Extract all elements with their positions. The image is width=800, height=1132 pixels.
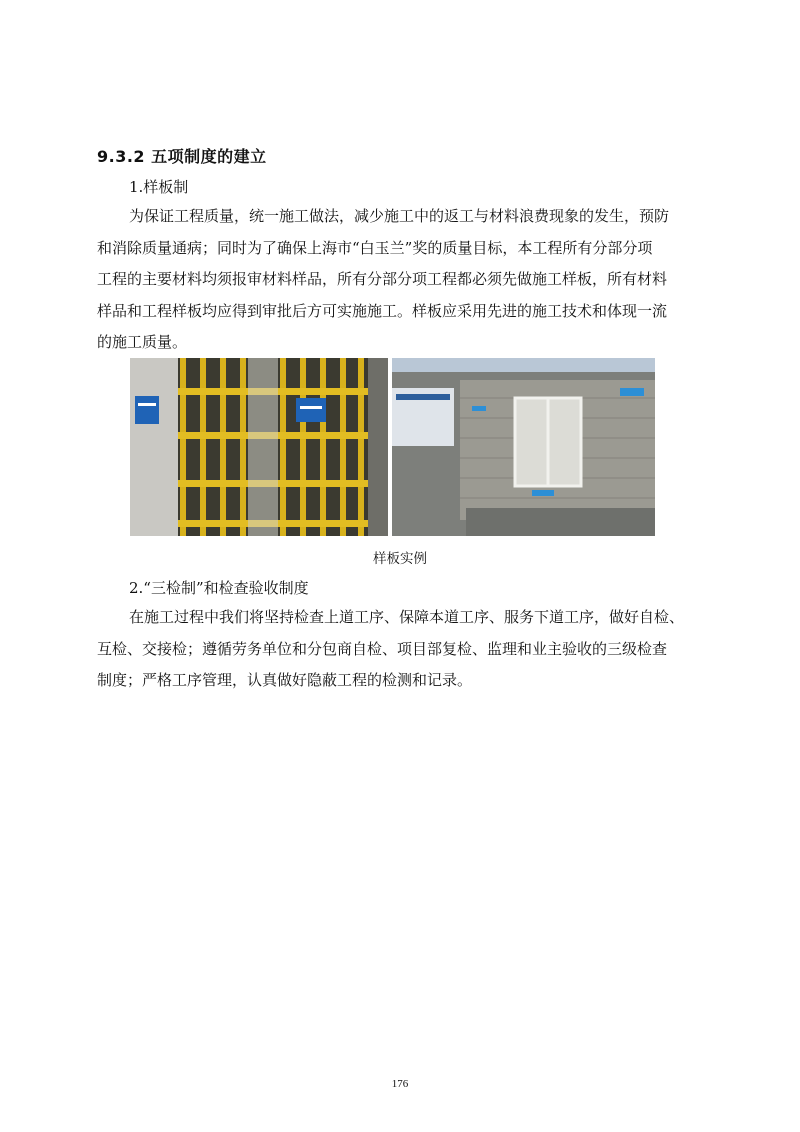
paragraph-line: 为保证工程质量，统一施工做法，减少施工中的返工与材料浪费现象的发生，预防 [129,207,670,225]
paragraph-line: 样品和工程样板均应得到审批后方可实施施工。样板应采用先进的施工技术和体现一流 [97,301,668,320]
paragraph-line: 制度；严格工序管理，认真做好隐蔽工程的检测和记录。 [97,671,473,689]
page-number: 176 [391,1078,409,1090]
figure-caption: 样板实例 [373,551,427,567]
paragraph-three-check-system [97,602,707,697]
masonry-sample-photo [392,358,655,536]
sample-photos [130,358,655,536]
subsection-title-three-check-system: 2.“三检制”和检查验收制度 [129,579,309,597]
formwork-sample-photo [130,358,388,536]
paragraph-line: 的施工质量。 [97,333,188,351]
paragraph-line: 在施工过程中我们将坚持检查上道工序、保障本道工序、服务下道工序，做好自检、 [129,608,685,626]
paragraph-line: 互检、交接检；遵循劳务单位和分包商自检、项目部复检、监理和业主验收的三级检查 [97,639,668,658]
paragraph-line: 和消除质量通病；同时为了确保上海市“白玉兰”奖的质量目标，本工程所有分部分项 [97,238,653,257]
paragraph-line: 工程的主要材料均须报审材料样品，所有分部分项工程都必须先做施工样板，所有材料 [97,270,668,288]
paragraph-sample-system [97,201,707,359]
section-heading: 9.3.2 五项制度的建立 [97,147,267,166]
subsection-title-sample-system: 1.样板制 [129,178,189,196]
